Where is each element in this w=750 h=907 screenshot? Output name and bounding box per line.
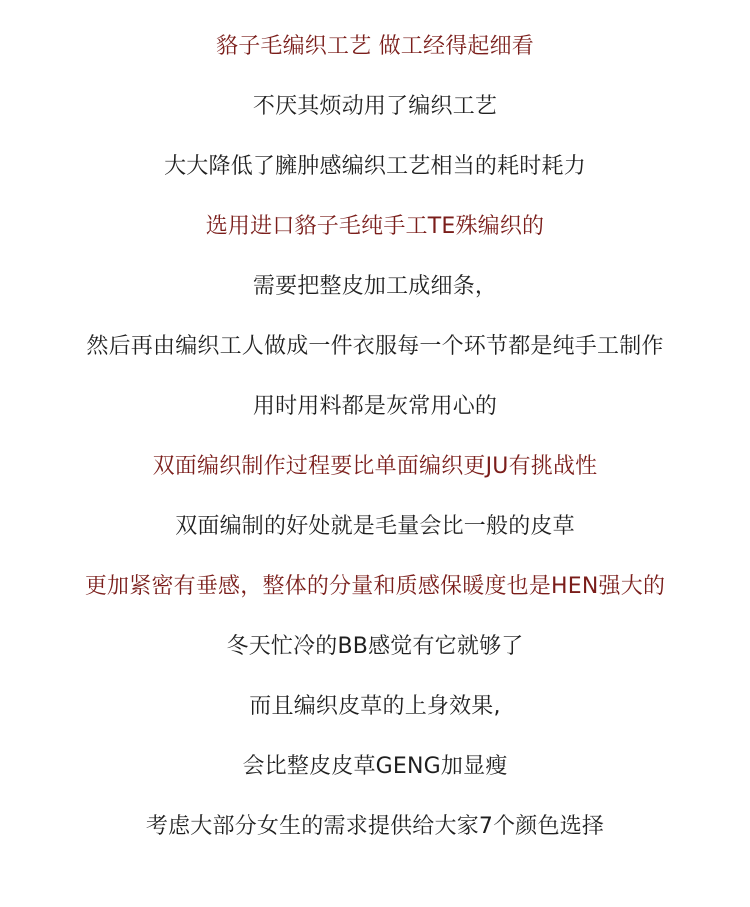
text-line-12: 而且编织皮草的上身效果, <box>249 694 501 719</box>
text-line-13: 会比整皮皮草GENG加显瘦 <box>242 754 508 779</box>
text-line-5: 需要把整皮加工成细条， <box>252 274 498 299</box>
text-line-10: 更加紧密有垂感，整体的分量和质感保暖度也是HEN强大的 <box>84 574 666 599</box>
text-line-6: 然后再由编织工人做成一件衣服每一个环节都是纯手工制作 <box>86 334 664 359</box>
text-line-7: 用时用料都是灰常用心的 <box>252 394 498 419</box>
text-line-2: 不厌其烦动用了编织工艺 <box>252 94 498 119</box>
text-line-3: 大大降低了臃肿感编织工艺相当的耗时耗力 <box>164 154 586 179</box>
text-line-8: 双面编织制作过程要比单面编织更JU有挑战性 <box>152 454 598 479</box>
text-line-1: 貉子毛编织工艺 做工经得起细看 <box>216 34 534 59</box>
text-line-9: 双面编制的好处就是毛量会比一般的皮草 <box>175 514 575 539</box>
text-line-4: 选用进口貉子毛纯手工TE殊编织的 <box>205 214 545 239</box>
text-line-14: 考虑大部分女生的需求提供给大家7个颜色选择 <box>145 814 605 839</box>
text-line-11: 冬天忙冷的BB感觉有它就够了 <box>226 634 524 659</box>
